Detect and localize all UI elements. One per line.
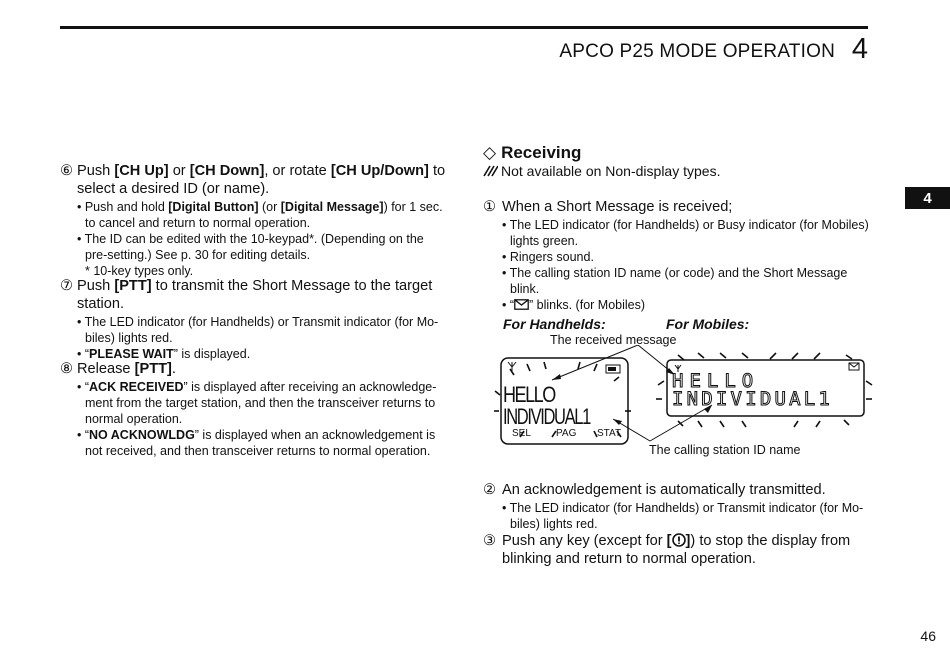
softkey-pag: PAG: [556, 428, 577, 439]
bullet-cont: pre-setting.) See p. 30 for editing details.: [85, 248, 311, 262]
bullet: • “PLEASE WAIT” is displayed.: [77, 347, 251, 361]
bullet: • “ ” blinks. (for Mobiles): [502, 298, 646, 312]
step-text: Release [PTT].: [77, 361, 176, 377]
diamond-icon: ◇: [483, 143, 497, 162]
step-8: [60, 360, 444, 459]
step-number: ⑧: [60, 361, 74, 377]
step-text-cont: station.: [77, 296, 125, 312]
page-number: 46: [920, 628, 936, 644]
footnote: * 10-key types only.: [85, 264, 194, 278]
section-title: Receiving: [501, 143, 582, 162]
bullet: • The calling station ID name (or code) and the Short Message: [502, 266, 848, 280]
note-line: [483, 163, 720, 179]
step-3: [483, 532, 869, 568]
bullet: • “NO ACKNOWLDG” is displayed when an acknowledgement is: [77, 428, 436, 442]
step-text: An acknowledgement is automatically transmitted.: [502, 482, 826, 498]
bullet-cont: ment from the target station, and then the transceiver returns to: [85, 396, 436, 410]
handheld-line-1: HELLO: [503, 382, 555, 407]
step-text: Push [PTT] to transmit the Short Message to the target: [77, 278, 433, 294]
label-handhelds: For Handhelds:: [503, 316, 606, 332]
bullet: • Push and hold [Digital Button] (or [Digital Message]) for 1 sec.: [77, 200, 443, 214]
step-text-cont: blinking and return to normal operation.: [502, 551, 756, 567]
handheld-line-2: INDIVIDUAL1: [503, 404, 590, 429]
bullet: • The LED indicator (for Handhelds) or Transmit indicator (for Mo-: [502, 501, 864, 515]
step-7: [60, 277, 444, 362]
bullet-cont: lights green.: [510, 234, 579, 248]
power-key-icon: [672, 533, 686, 547]
bullet-cont: normal operation.: [85, 412, 183, 426]
bullet-cont: biles) lights red.: [85, 331, 173, 345]
step-2: [483, 481, 869, 532]
step-number: ①: [483, 199, 497, 215]
step-number: ⑥: [60, 163, 74, 179]
caption-calling-station: The calling station ID name: [649, 443, 801, 457]
bullet: • The LED indicator (for Handhelds) or Busy indicator (for Mobiles): [502, 218, 869, 232]
mobile-line-2: INDIVIDUAL1: [672, 388, 834, 410]
bullet: • “ACK RECEIVED” is displayed after receiving an acknowledge-: [77, 380, 437, 394]
caption-received-message: The received message: [550, 333, 677, 347]
step-text: Push any key (except for [ ]) to stop the display from: [502, 533, 851, 549]
chapter-title: APCO P25 MODE OPERATION: [559, 41, 835, 62]
header-rule: [60, 26, 868, 29]
bullet-cont: to cancel and return to normal operation.: [85, 216, 311, 230]
step-1: [483, 198, 869, 313]
chapter-tab[interactable]: 4: [905, 187, 950, 209]
bullet: • Ringers sound.: [502, 250, 594, 264]
chapter-number: 4: [851, 33, 868, 65]
bullet-cont: biles) lights red.: [510, 517, 598, 531]
envelope-icon: [514, 299, 529, 310]
section-heading: [483, 143, 581, 163]
step-number: ②: [483, 482, 497, 498]
bullet: • The LED indicator (for Handhelds) or Transmit indicator (for Mo-: [77, 315, 439, 329]
bullet: • The ID can be edited with the 10-keypad*. (Depending on the: [77, 232, 424, 246]
step-number: ⑦: [60, 278, 74, 294]
step-text: When a Short Message is received;: [502, 199, 733, 215]
bullet-cont: blink.: [510, 282, 540, 296]
note-text: Not available on Non-display types.: [501, 163, 721, 179]
not-available-icon: [483, 165, 498, 177]
label-mobiles: For Mobiles:: [666, 316, 750, 332]
softkey-stat: STAT: [597, 428, 622, 439]
step-6: [60, 162, 444, 279]
softkey-sel: SEL: [512, 428, 531, 439]
step-text-cont: select a desired ID (or name).: [77, 181, 270, 197]
bullet-cont: not received, and then transceiver returns to normal operation.: [85, 444, 431, 458]
mobile-line-1: HELLO: [672, 370, 760, 392]
step-text: Push [CH Up] or [CH Down], or rotate [CH Up/Down] to: [77, 163, 446, 179]
step-number: ③: [483, 533, 497, 549]
